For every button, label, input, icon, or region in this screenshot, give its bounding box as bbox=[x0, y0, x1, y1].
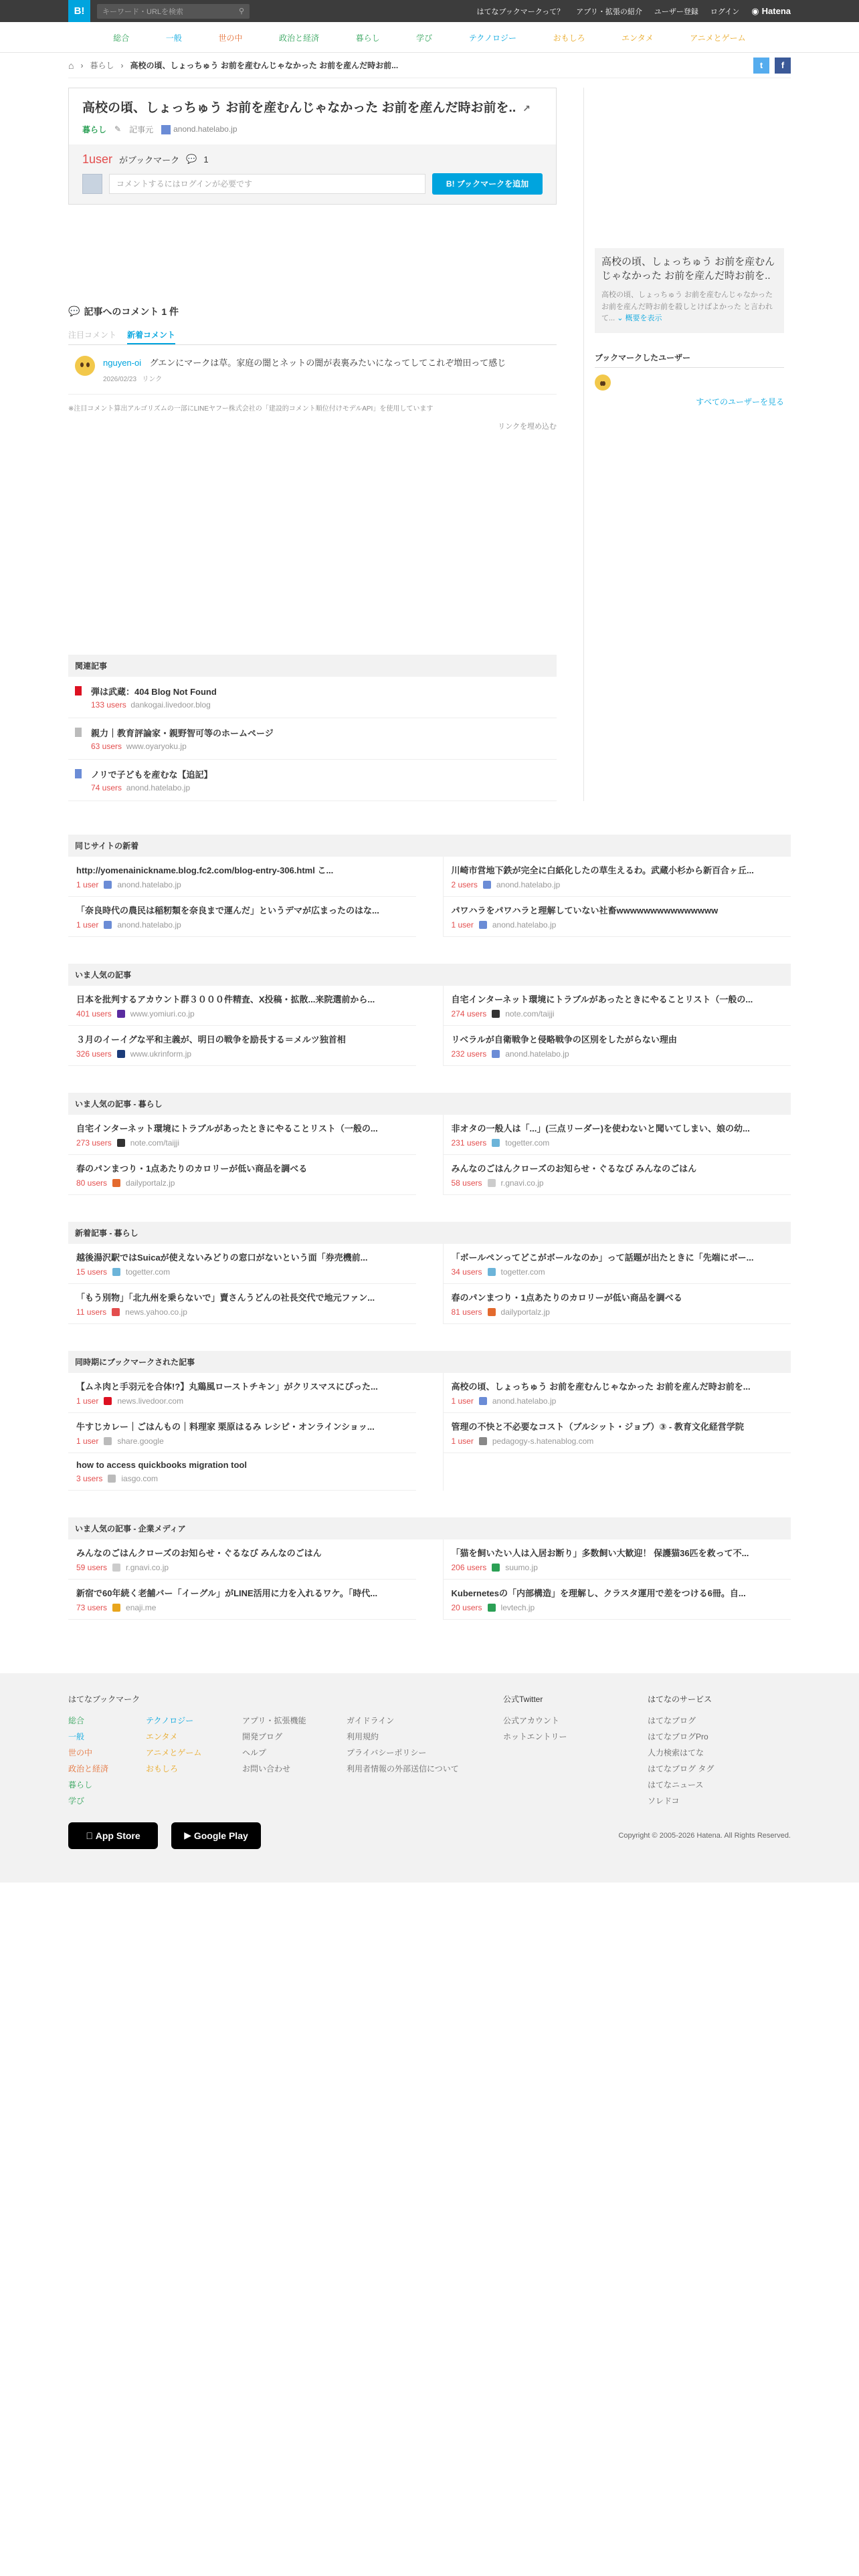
list-item[interactable] bbox=[68, 1453, 416, 1491]
section-heading: いま人気の記事 - 企業メディア bbox=[68, 1517, 791, 1539]
bookmarked-users-heading: ブックマークしたユーザー bbox=[595, 352, 784, 368]
footer-link[interactable]: ヘルプ bbox=[242, 1747, 267, 1757]
list-item-title[interactable]: リベラルが自衛戦争と侵略戦争の区別をしたがらない理由 bbox=[451, 1034, 677, 1045]
home-icon[interactable]: ⌂ bbox=[68, 60, 74, 71]
list-item-title[interactable]: ３月のイーイグな平和主義が、明日の戦争を励長する＝メルツ独首相 bbox=[76, 1034, 346, 1045]
footer-link[interactable]: はてなブログ bbox=[648, 1715, 696, 1725]
list-item-title[interactable]: 高校の頃、しょっちゅう お前を産むんじゃなかった お前を産んだ時お前を... bbox=[451, 1381, 751, 1392]
article-list-section bbox=[68, 1093, 791, 1195]
favicon-icon bbox=[112, 1604, 120, 1612]
list-item[interactable] bbox=[444, 1115, 791, 1155]
related-domain[interactable]: anond.hatelabo.jp bbox=[126, 782, 191, 792]
category-link[interactable]: エンタメ bbox=[622, 33, 654, 43]
top-link-register[interactable]: ユーザー登録 bbox=[654, 7, 698, 16]
footer-link[interactable]: はてなニュース bbox=[648, 1780, 704, 1790]
list-item-users[interactable]: 15 users bbox=[76, 1267, 108, 1277]
favicon-icon bbox=[488, 1604, 496, 1612]
list-item[interactable] bbox=[444, 1244, 791, 1284]
breadcrumb-title: 高校の頃、しょっちゅう お前を産むんじゃなかった お前を産んだ時お前... bbox=[130, 61, 399, 70]
list-item[interactable] bbox=[68, 1580, 416, 1620]
apple-icon bbox=[89, 1830, 92, 1841]
related-users[interactable]: 63 users bbox=[91, 741, 122, 751]
tab-popular-comments[interactable]: 注目コメント bbox=[68, 330, 117, 340]
comment-text: グエンにマークは草。家庭の闇とネットの闇が表裏みたいになってしてこれぞ増田って感じ bbox=[149, 357, 506, 368]
list-item-domain[interactable]: news.yahoo.co.jp bbox=[125, 1307, 187, 1317]
list-item[interactable] bbox=[68, 857, 416, 897]
entry-category[interactable]: 暮らし bbox=[82, 124, 107, 134]
category-link[interactable]: 一般 bbox=[165, 33, 182, 43]
list-item-title[interactable]: 自宅インターネット環境にトラブルがあったときにやることリスト（一般の... bbox=[76, 1123, 378, 1134]
related-users[interactable]: 133 users bbox=[91, 700, 126, 710]
favicon-icon bbox=[104, 921, 112, 929]
favicon-icon bbox=[492, 1564, 500, 1572]
footer-link[interactable]: はてなブログ タグ bbox=[648, 1763, 714, 1774]
favicon-icon bbox=[117, 1010, 125, 1018]
list-item-users[interactable]: 273 users bbox=[76, 1138, 112, 1148]
list-item-title[interactable]: 「ボールペンってどこがボールなのか」って話題が出たときに「先端にボー... bbox=[451, 1252, 754, 1263]
footer-link[interactable]: 開発ブログ bbox=[242, 1731, 283, 1741]
category-nav bbox=[0, 22, 859, 53]
algorithm-note: ※注目コメント算出アルゴリズムの一部にLINEヤフー株式会社の「建設的コメント順位付けモデルAPI」を使用しています bbox=[68, 405, 434, 413]
list-item-title[interactable]: 管理の不快と不必要なコスト（ブルシット・ジョブ）③ - 教育文化経営学院 bbox=[451, 1421, 744, 1432]
list-item-users[interactable]: 274 users bbox=[451, 1008, 487, 1018]
list-item-users[interactable]: 231 users bbox=[451, 1138, 487, 1148]
footer-link[interactable]: お問い合わせ bbox=[242, 1763, 291, 1774]
category-link[interactable]: 学び bbox=[416, 33, 433, 43]
footer-link[interactable]: テクノロジー bbox=[146, 1715, 194, 1725]
list-item-title[interactable]: 牛すじカレー｜ごはんもの｜料理家 栗原はるみ レシピ・オンラインショッ... bbox=[76, 1421, 375, 1432]
list-item[interactable] bbox=[68, 1284, 416, 1324]
list-item-users[interactable]: 59 users bbox=[76, 1562, 108, 1572]
category-link[interactable]: 世の中 bbox=[218, 33, 243, 43]
related-item[interactable] bbox=[68, 677, 557, 718]
list-item[interactable] bbox=[68, 986, 416, 1026]
favicon-icon bbox=[104, 1437, 112, 1445]
breadcrumb-category[interactable]: 暮らし bbox=[90, 61, 114, 70]
footer-link[interactable]: エンタメ bbox=[146, 1731, 178, 1741]
related-section bbox=[68, 655, 557, 801]
summary-title[interactable]: 高校の頃、しょっちゅう お前を産むんじゃなかった お前を産んだ時お前を.. bbox=[601, 256, 775, 282]
comment-date[interactable]: 2026/02/23 bbox=[103, 375, 137, 383]
footer-link[interactable]: 学び bbox=[68, 1796, 85, 1806]
related-item[interactable] bbox=[68, 760, 557, 801]
source-domain[interactable]: anond.hatelabo.jp bbox=[161, 124, 237, 134]
category-link[interactable]: 政治と経済 bbox=[279, 33, 320, 43]
favicon-icon bbox=[108, 1475, 116, 1483]
chevron-down-icon: ⌄ bbox=[617, 314, 624, 323]
list-item-users[interactable]: 1 user bbox=[451, 920, 474, 930]
list-item-domain[interactable]: anond.hatelabo.jp bbox=[117, 920, 181, 930]
add-bookmark-button[interactable]: B! ブックマークを追加 bbox=[432, 173, 543, 195]
favicon-icon bbox=[112, 1308, 120, 1316]
favicon-icon bbox=[492, 1010, 500, 1018]
list-item[interactable] bbox=[444, 897, 791, 937]
list-item-domain[interactable]: anond.hatelabo.jp bbox=[117, 879, 181, 889]
list-item-users[interactable]: 1 user bbox=[76, 1396, 99, 1406]
related-title[interactable]: ノリで子どもを産むな【追記】 bbox=[91, 769, 213, 780]
list-item-users[interactable]: 3 users bbox=[76, 1473, 103, 1483]
list-item-title[interactable]: パワハラをパワハラと理解していない社畜wwwwwwwwwwwwwww bbox=[451, 905, 719, 916]
comment-icon: 💬 bbox=[186, 154, 197, 165]
article-list-section bbox=[68, 835, 791, 937]
section-heading: いま人気の記事 - 暮らし bbox=[68, 1093, 791, 1115]
comment-user[interactable]: nguyen-oi bbox=[103, 357, 142, 368]
favicon-icon bbox=[488, 1308, 496, 1316]
edit-icon[interactable]: ✎ bbox=[114, 124, 122, 134]
list-item[interactable] bbox=[444, 857, 791, 897]
favicon-icon bbox=[488, 1268, 496, 1276]
chevron-right-icon: › bbox=[80, 60, 84, 70]
comments-heading: 💬 記事へのコメント 1 件 bbox=[68, 306, 179, 317]
favicon-icon bbox=[75, 728, 82, 737]
favicon-icon bbox=[161, 125, 171, 134]
related-domain[interactable]: dankogai.livedoor.blog bbox=[130, 700, 211, 710]
footer-bm-heading: はてなブックマーク bbox=[68, 1694, 140, 1704]
search-icon[interactable]: ⚲ bbox=[238, 7, 244, 15]
user-avatar-icon[interactable] bbox=[75, 356, 95, 376]
avatar bbox=[82, 174, 102, 194]
copyright: Copyright © 2005-2026 Hatena. All Rights Reserved. bbox=[618, 1831, 791, 1840]
footer-link[interactable]: 一般 bbox=[68, 1731, 85, 1741]
list-item-title[interactable]: 「奈良時代の農民は稲籾類を奈良まで運んだ」というデマが広まったのはな... bbox=[76, 905, 379, 916]
comment-item bbox=[68, 345, 557, 395]
tab-new-comments[interactable]: 新着コメント bbox=[127, 329, 175, 344]
entry-summary-card bbox=[595, 248, 784, 333]
list-item-users[interactable]: 73 users bbox=[76, 1602, 108, 1612]
favicon-icon bbox=[112, 1564, 120, 1572]
list-item-title[interactable]: 自宅インターネット環境にトラブルがあったときにやることリスト（一般の... bbox=[451, 994, 753, 1004]
list-item-domain[interactable]: www.ukrinform.jp bbox=[130, 1049, 192, 1059]
comment-field[interactable]: コメントするにはログインが必要です bbox=[109, 174, 425, 194]
list-item-domain[interactable]: r.gnavi.co.jp bbox=[126, 1562, 169, 1572]
list-item-title[interactable]: 春のパンまつり・1点あたりのカロリーが低い商品を調べる bbox=[451, 1292, 682, 1303]
show-summary-link[interactable]: ⌄ 概要を表示 bbox=[617, 314, 662, 323]
sidebar bbox=[583, 88, 784, 801]
category-link[interactable]: 総合 bbox=[113, 33, 130, 43]
section-heading: 同時期にブックマークされた記事 bbox=[68, 1351, 791, 1373]
favicon-icon bbox=[492, 1139, 500, 1147]
list-item-title[interactable]: 【ムネ肉と手羽元を合体!?】丸鶏風ローストチキン」がクリスマスにぴった... bbox=[76, 1381, 378, 1392]
list-item[interactable] bbox=[68, 1373, 416, 1413]
footer-services-heading: はてなのサービス bbox=[648, 1694, 712, 1704]
comment-tabs bbox=[68, 329, 557, 345]
footer-link[interactable]: 利用規約 bbox=[347, 1731, 379, 1741]
list-item-users[interactable]: 401 users bbox=[76, 1008, 112, 1018]
favicon-icon bbox=[479, 1397, 487, 1405]
favicon-icon bbox=[104, 1397, 112, 1405]
list-item-title[interactable]: http://yomenainickname.blog.fc2.com/blog-entry-306.html こ... bbox=[76, 865, 334, 875]
list-item-users[interactable]: 232 users bbox=[451, 1049, 487, 1059]
play-icon: ▶ bbox=[184, 1830, 194, 1841]
favicon-icon bbox=[492, 1050, 500, 1058]
footer-link[interactable]: ガイドライン bbox=[347, 1715, 395, 1725]
list-item-title[interactable]: みんなのごはんクローズのお知らせ・ぐるなび みんなのごはん bbox=[76, 1547, 322, 1558]
twitter-share-icon[interactable]: t bbox=[753, 58, 769, 74]
list-item-title[interactable]: how to access quickbooks migration tool bbox=[76, 1459, 247, 1470]
footer-link[interactable]: 利用者情報の外部送信について bbox=[347, 1763, 459, 1774]
hatena-logo-icon: ◉ bbox=[751, 5, 759, 16]
list-item[interactable] bbox=[444, 1539, 791, 1580]
footer bbox=[0, 1673, 859, 1883]
list-item[interactable] bbox=[444, 986, 791, 1026]
favicon-icon bbox=[117, 1139, 125, 1147]
related-title[interactable]: 弾は武蔵：404 Blog Not Found bbox=[91, 686, 217, 697]
list-item[interactable] bbox=[68, 1115, 416, 1155]
list-item-title[interactable]: 「猫を飼いたい人は入居お断り」多数飼い大歓迎！ 保護猫36匹を救って不... bbox=[451, 1547, 749, 1558]
footer-link[interactable]: 総合 bbox=[68, 1715, 85, 1725]
comment-link[interactable]: リンク bbox=[142, 375, 163, 383]
list-item-domain[interactable]: enaji.me bbox=[126, 1602, 157, 1612]
list-item-domain[interactable]: news.livedoor.com bbox=[117, 1396, 184, 1406]
list-item-domain[interactable]: anond.hatelabo.jp bbox=[492, 1396, 557, 1406]
top-link-about[interactable]: はてなブックマークって？ bbox=[476, 7, 565, 16]
favicon-icon bbox=[112, 1179, 120, 1187]
list-item[interactable] bbox=[68, 1413, 416, 1453]
list-item-domain[interactable]: togetter.com bbox=[505, 1138, 550, 1148]
top-bar bbox=[0, 0, 859, 22]
app-store-badge[interactable]: App Store bbox=[68, 1822, 158, 1849]
embed-link[interactable]: リンクを埋め込む bbox=[498, 422, 557, 431]
list-item-domain[interactable]: dailyportalz.jp bbox=[126, 1178, 175, 1188]
list-item-users[interactable]: 34 users bbox=[451, 1267, 482, 1277]
bookmark-users[interactable]: 1user bbox=[82, 152, 113, 166]
list-item-users[interactable]: 2 users bbox=[451, 879, 478, 889]
list-item[interactable] bbox=[444, 1373, 791, 1413]
footer-link[interactable]: プライバシーポリシー bbox=[347, 1747, 427, 1757]
footer-link[interactable]: アプリ・拡張機能 bbox=[242, 1715, 306, 1725]
footer-link[interactable]: 人力検索はてな bbox=[648, 1747, 704, 1757]
favicon-icon bbox=[479, 921, 487, 929]
list-item-title[interactable]: みんなのごはんクローズのお知らせ・ぐるなび みんなのごはん bbox=[451, 1163, 697, 1174]
list-item-title[interactable]: 「もう別物」「北九州を乗らないで」賣さんうどんの社長交代で地元ファン... bbox=[76, 1292, 375, 1303]
list-item-domain[interactable]: anond.hatelabo.jp bbox=[505, 1049, 569, 1059]
list-item-users[interactable]: 206 users bbox=[451, 1562, 487, 1572]
list-item-title[interactable]: Kubernetesの「内部構造」を理解し、クラスタ運用で差をつける6冊。自... bbox=[451, 1588, 746, 1598]
related-users[interactable]: 74 users bbox=[91, 782, 122, 792]
favicon-icon bbox=[479, 1437, 487, 1445]
list-item-domain[interactable]: pedagogy-s.hatenablog.com bbox=[492, 1436, 594, 1446]
footer-link[interactable]: 政治と経済 bbox=[68, 1763, 109, 1774]
comment-count: 1 bbox=[203, 154, 209, 165]
article-list-section bbox=[68, 964, 791, 1066]
comment-icon: 💬 bbox=[68, 306, 80, 317]
list-item-users[interactable]: 58 users bbox=[451, 1178, 482, 1188]
list-item[interactable] bbox=[68, 897, 416, 937]
list-item-domain[interactable]: r.gnavi.co.jp bbox=[500, 1178, 544, 1188]
favicon-icon bbox=[488, 1179, 496, 1187]
list-item-domain[interactable]: www.yomiuri.co.jp bbox=[130, 1008, 195, 1018]
list-item-users[interactable]: 326 users bbox=[76, 1049, 112, 1059]
list-item-title[interactable]: 越後湯沢駅ではSuicaが使えないみどりの窓口がないという面「券売機前... bbox=[76, 1252, 368, 1263]
list-item[interactable] bbox=[444, 1155, 791, 1195]
list-item-domain[interactable]: share.google bbox=[117, 1436, 164, 1446]
list-item-users[interactable]: 1 user bbox=[451, 1396, 474, 1406]
related-title[interactable]: 親力｜教育評論家・親野智可等のホームページ bbox=[91, 728, 274, 738]
list-item[interactable] bbox=[68, 1244, 416, 1284]
list-item-users[interactable]: 1 user bbox=[76, 1436, 99, 1446]
list-item-users[interactable]: 1 user bbox=[76, 920, 99, 930]
favicon-icon bbox=[75, 686, 82, 695]
source-label: 記事元 bbox=[129, 124, 154, 134]
section-heading: いま人気の記事 bbox=[68, 964, 791, 986]
related-domain[interactable]: www.oyaryoku.jp bbox=[126, 741, 187, 751]
list-item-title[interactable]: 新宿で60年続く老舗バー「イーグル」がLINE活用に力を入れるワケ。「時代... bbox=[76, 1588, 378, 1598]
footer-link[interactable]: 公式アカウント bbox=[503, 1715, 559, 1725]
favicon-icon bbox=[104, 881, 112, 889]
hatena-bookmark-logo[interactable]: B! bbox=[68, 0, 90, 22]
entry-title[interactable]: 高校の頃、しょっちゅう お前を産むんじゃなかった お前を産んだ時お前を.. ↗ bbox=[82, 101, 531, 115]
article-list-section bbox=[68, 1517, 791, 1620]
hatena-logo[interactable]: ◉ Hatena bbox=[751, 5, 791, 16]
list-item-domain[interactable]: levtech.jp bbox=[500, 1602, 535, 1612]
entry-box bbox=[68, 88, 557, 205]
list-item-title[interactable]: 日本を批判するアカウント群３０００件精査、X投稿・拡散...来院選前から... bbox=[76, 994, 375, 1004]
footer-link[interactable]: 世の中 bbox=[68, 1747, 93, 1757]
category-link[interactable]: テクノロジー bbox=[468, 33, 517, 43]
list-item[interactable] bbox=[444, 1580, 791, 1620]
bookmark-count: 1user がブックマーク 💬 1 bbox=[82, 152, 209, 166]
list-item-users[interactable]: 11 users bbox=[76, 1307, 107, 1317]
footer-link[interactable]: 暮らし bbox=[68, 1780, 93, 1790]
favicon-icon bbox=[75, 769, 82, 778]
category-link[interactable]: おもしろ bbox=[553, 33, 585, 43]
list-item-domain[interactable]: togetter.com bbox=[126, 1267, 171, 1277]
list-item-users[interactable]: 81 users bbox=[451, 1307, 482, 1317]
section-heading: 同じサイトの新着 bbox=[68, 835, 791, 857]
list-item-users[interactable]: 1 user bbox=[451, 1436, 474, 1446]
footer-link[interactable]: おもしろ bbox=[146, 1763, 179, 1774]
breadcrumb bbox=[68, 53, 791, 78]
search-placeholder: キーワード・URLを検索 bbox=[102, 7, 184, 16]
list-item[interactable] bbox=[444, 1026, 791, 1066]
top-link-login[interactable]: ログイン bbox=[710, 7, 740, 16]
list-item-title[interactable]: 春のパンまつり・1点あたりのカロリーが低い商品を調べる bbox=[76, 1163, 308, 1174]
list-item-domain[interactable]: anond.hatelabo.jp bbox=[492, 920, 557, 930]
user-avatar-icon[interactable] bbox=[595, 374, 611, 391]
footer-link[interactable]: アニメとゲーム bbox=[146, 1747, 202, 1757]
list-item[interactable] bbox=[68, 1155, 416, 1195]
external-link-icon[interactable]: ↗ bbox=[522, 103, 531, 114]
related-item[interactable] bbox=[68, 718, 557, 760]
footer-twitter-heading: 公式Twitter bbox=[503, 1694, 543, 1704]
article-list-section bbox=[68, 1351, 791, 1491]
category-link[interactable]: 暮らし bbox=[355, 33, 380, 43]
google-play-badge[interactable]: ▶ Google Play bbox=[171, 1822, 261, 1849]
list-item-title[interactable]: 非オタの一般人は「...」(三点リーダー)を使わないと聞いてしまい、娘の幼... bbox=[451, 1123, 750, 1134]
chevron-right-icon: › bbox=[120, 60, 124, 70]
footer-link[interactable]: ホットエントリー bbox=[503, 1731, 567, 1741]
footer-link[interactable]: ソレドコ bbox=[648, 1796, 680, 1806]
favicon-icon bbox=[117, 1050, 125, 1058]
list-item-users[interactable]: 80 users bbox=[76, 1178, 108, 1188]
list-item-domain[interactable]: suumo.jp bbox=[505, 1562, 538, 1572]
top-link-apps[interactable]: アプリ・拡張の紹介 bbox=[576, 7, 642, 16]
list-item-title[interactable]: 川崎市営地下鉄が完全に白紙化したの草生えるわ。武蔵小杉から新百合ヶ丘... bbox=[451, 865, 754, 875]
list-item-domain[interactable]: anond.hatelabo.jp bbox=[496, 879, 561, 889]
summary-description: 高校の頃、しょっちゅう お前を産むんじゃなかった お前を産んだ時お前を殺しとけばよかった と言われて... bbox=[601, 291, 773, 323]
list-item-domain[interactable]: dailyportalz.jp bbox=[500, 1307, 550, 1317]
list-item[interactable] bbox=[68, 1539, 416, 1580]
main-column bbox=[68, 88, 557, 801]
footer-link[interactable]: はてなブログPro bbox=[648, 1731, 708, 1741]
search-input[interactable] bbox=[97, 4, 250, 19]
list-item-domain[interactable]: note.com/taijji bbox=[130, 1138, 180, 1148]
list-item[interactable] bbox=[444, 1413, 791, 1453]
article-list-section bbox=[68, 1222, 791, 1324]
list-item-users[interactable]: 1 user bbox=[76, 879, 99, 889]
list-item-domain[interactable]: togetter.com bbox=[500, 1267, 545, 1277]
list-item-domain[interactable]: note.com/taijji bbox=[505, 1008, 555, 1018]
list-item-users[interactable]: 20 users bbox=[451, 1602, 482, 1612]
favicon-icon bbox=[483, 881, 491, 889]
favicon-icon bbox=[112, 1268, 120, 1276]
facebook-share-icon[interactable]: f bbox=[775, 58, 791, 74]
list-item[interactable] bbox=[68, 1026, 416, 1066]
section-heading: 新着記事 - 暮らし bbox=[68, 1222, 791, 1244]
category-link[interactable]: アニメとゲーム bbox=[690, 33, 746, 43]
all-users-link[interactable]: すべてのユーザーを見る bbox=[696, 397, 784, 407]
related-heading: 関連記事 bbox=[68, 655, 557, 677]
list-item[interactable] bbox=[444, 1284, 791, 1324]
list-item-domain[interactable]: iasgo.com bbox=[121, 1473, 159, 1483]
